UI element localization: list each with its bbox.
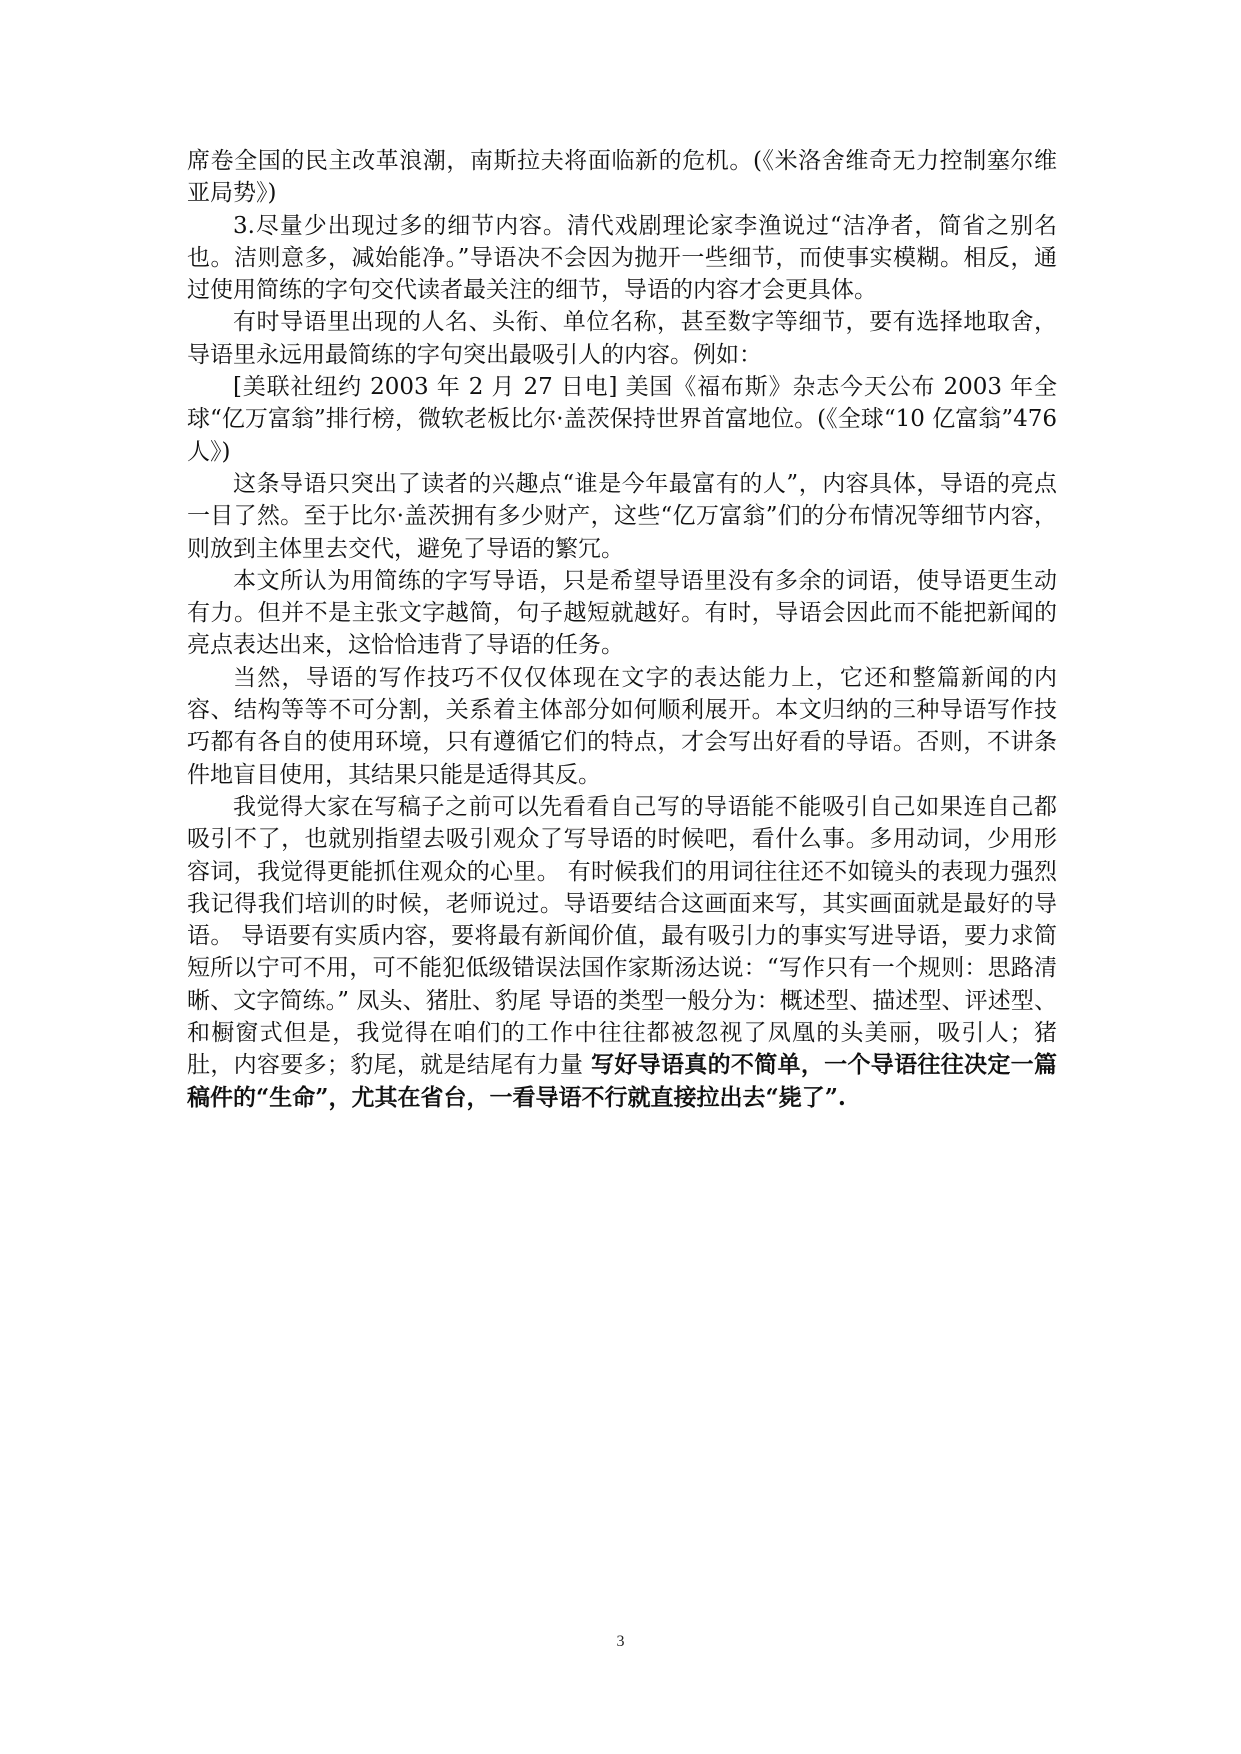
paragraph: 这条导语只突出了读者的兴趣点“谁是今年最富有的人”，内容具体，导语的亮点一目了然。至于比尔·盖茨拥有多少财产，这些“亿万富翁”们的分布情况等细节内容，则放到主体里去交代，避免了导语的繁冗。 [187, 470, 1057, 562]
document-body [187, 145, 1057, 1114]
page-number: 3 [616, 1633, 625, 1650]
paragraph: 3.尽量少出现过多的细节内容。清代戏剧理论家李渔说过“洁净者，简省之别名也。洁则意多，减始能净。”导语决不会因为抛开一些细节，而使事实模糊。相反，通过使用简练的字句交代读者最关注的细节，导语的内容才会更具体。 [187, 212, 1057, 304]
bold-closing-text: 写好导语真的不简单，一个导语往往决定一篇稿件的“生命”，尤其在省台，一看导语不行就直接拉出去“毙了”. [187, 1051, 1058, 1111]
paragraph-example-lead: [美联社纽约 2003 年 2 月 27 日电] 美国《福布斯》杂志今天公布 2003 年全球“亿万富翁”排行榜，微软老板比尔·盖茨保持世界首富地位。(《全球“10 亿富翁”476 人》) [187, 374, 1057, 465]
paragraph-text: 我觉得大家在写稿子之前可以先看看自己写的导语能不能吸引自己如果连自己都吸引不了，也就别指望去吸引观众了写导语的时候吧，看什么事。多用动词，少用形容词，我觉得更能抓住观众的心里。 有时候我们的用词往往还不如镜头的表现力强烈我记得我们培训的时候，老师说过。导语要结合这画面来写，其实画面就是最好的导语。 导语要有实质内容，要将最有新闻价值，最有吸引力的事实写进导语，要力求简短所以宁可不用，可不能犯低级错误法国作家斯汤达说：“写作只有一个规则：思路清晰、文字简练。” 凤头、猪肚、豹尾 导语的类型一般分为：概述型、描述型、评述型、和橱窗式但是，我觉得在咱们的工作中往往都被忽视了凤凰的头美丽，吸引人；猪肚，内容要多；豹尾，就是结尾有力量 [187, 793, 1057, 1079]
paragraph: 席卷全国的民主改革浪潮，南斯拉夫将面临新的危机。(《米洛舍维奇无力控制塞尔维亚局势》) [187, 148, 1057, 207]
paragraph-with-bold-ending [187, 791, 1057, 1114]
paragraph: 本文所认为用简练的字写导语，只是希望导语里没有多余的词语，使导语更生动有力。但并不是主张文字越简，句子越短就越好。有时，导语会因此而不能把新闻的亮点表达出来，这恰恰违背了导语的任务。 [187, 567, 1057, 659]
paragraph: 有时导语里出现的人名、头衔、单位名称，甚至数字等细节，要有选择地取舍，导语里永远用最简练的字句突出最吸引人的内容。例如： [187, 309, 1057, 368]
paragraph: 当然，导语的写作技巧不仅仅体现在文字的表达能力上，它还和整篇新闻的内容、结构等等不可分割，关系着主体部分如何顺利展开。本文归纳的三种导语写作技巧都有各自的使用环境，只有遵循它们的特点，才会写出好看的导语。否则，不讲条件地盲目使用，其结果只能是适得其反。 [187, 664, 1057, 788]
